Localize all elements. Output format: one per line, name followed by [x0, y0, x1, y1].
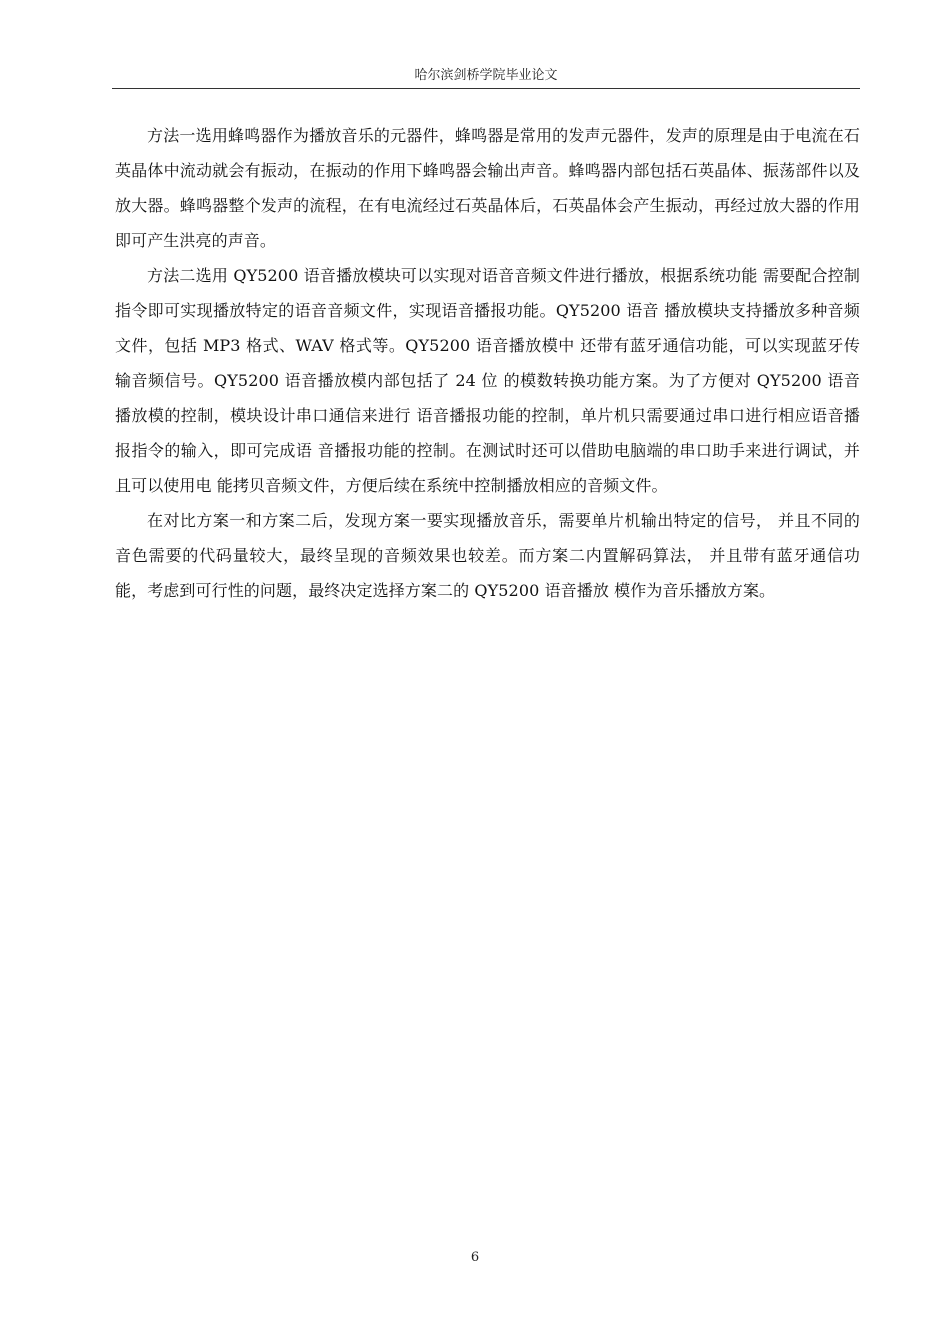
page-header [112, 64, 860, 89]
paragraph-method-two: 方法二选用 QY5200 语音播放模块可以实现对语音音频文件进行播放，根据系统功能 需要配合控制指令即可实现播放特定的语音音频文件，实现语音播报功能。QY5200 语音 播放模块支持播放多种音频文件，包括 MP3 格式、WAV 格式等。QY5200 语音播放模中 还带有蓝牙通信功能，可以实现蓝牙传输音频信号。QY5200 语音播放模内部包括了 24 位 的模数转换功能方案。为了方便对 QY5200 语音播放模的控制，模块设计串口通信来进行 语音播报功能的控制，单片机只需要通过串口进行相应语音播报指令的输入，即可完成语 音播报功能的控制。在测试时还可以借助电脑端的串口助手来进行调试，并且可以使用电 能拷贝音频文件，方便后续在系统中控制播放相应的音频文件。 [115, 266, 860, 495]
paragraph-method-one: 方法一选用蜂鸣器作为播放音乐的元器件，蜂鸣器是常用的发声元器件，发声的原理是由于电流在石英晶体中流动就会有振动，在振动的作用下蜂鸣器会输出声音。蜂鸣器内部包括石英晶体、振荡部件以及放大器。蜂鸣器整个发声的流程，在有电流经过石英晶体后，石英晶体会产生振动，再经过放大器的作用即可产生洪亮的声音。 [115, 126, 860, 250]
body-text [115, 118, 860, 608]
header-title: 哈尔滨剑桥学院毕业论文 [414, 68, 558, 83]
paragraph-comparison: 在对比方案一和方案二后，发现方案一要实现播放音乐，需要单片机输出特定的信号， 并且不同的音色需要的代码量较大，最终呈现的音频效果也较差。而方案二内置解码算法， 并且带有蓝牙通信功能，考虑到可行性的问题，最终决定选择方案二的 QY5200 语音播放 模作为音乐播放方案。 [115, 511, 860, 600]
page-number: 6 [470, 1250, 480, 1265]
